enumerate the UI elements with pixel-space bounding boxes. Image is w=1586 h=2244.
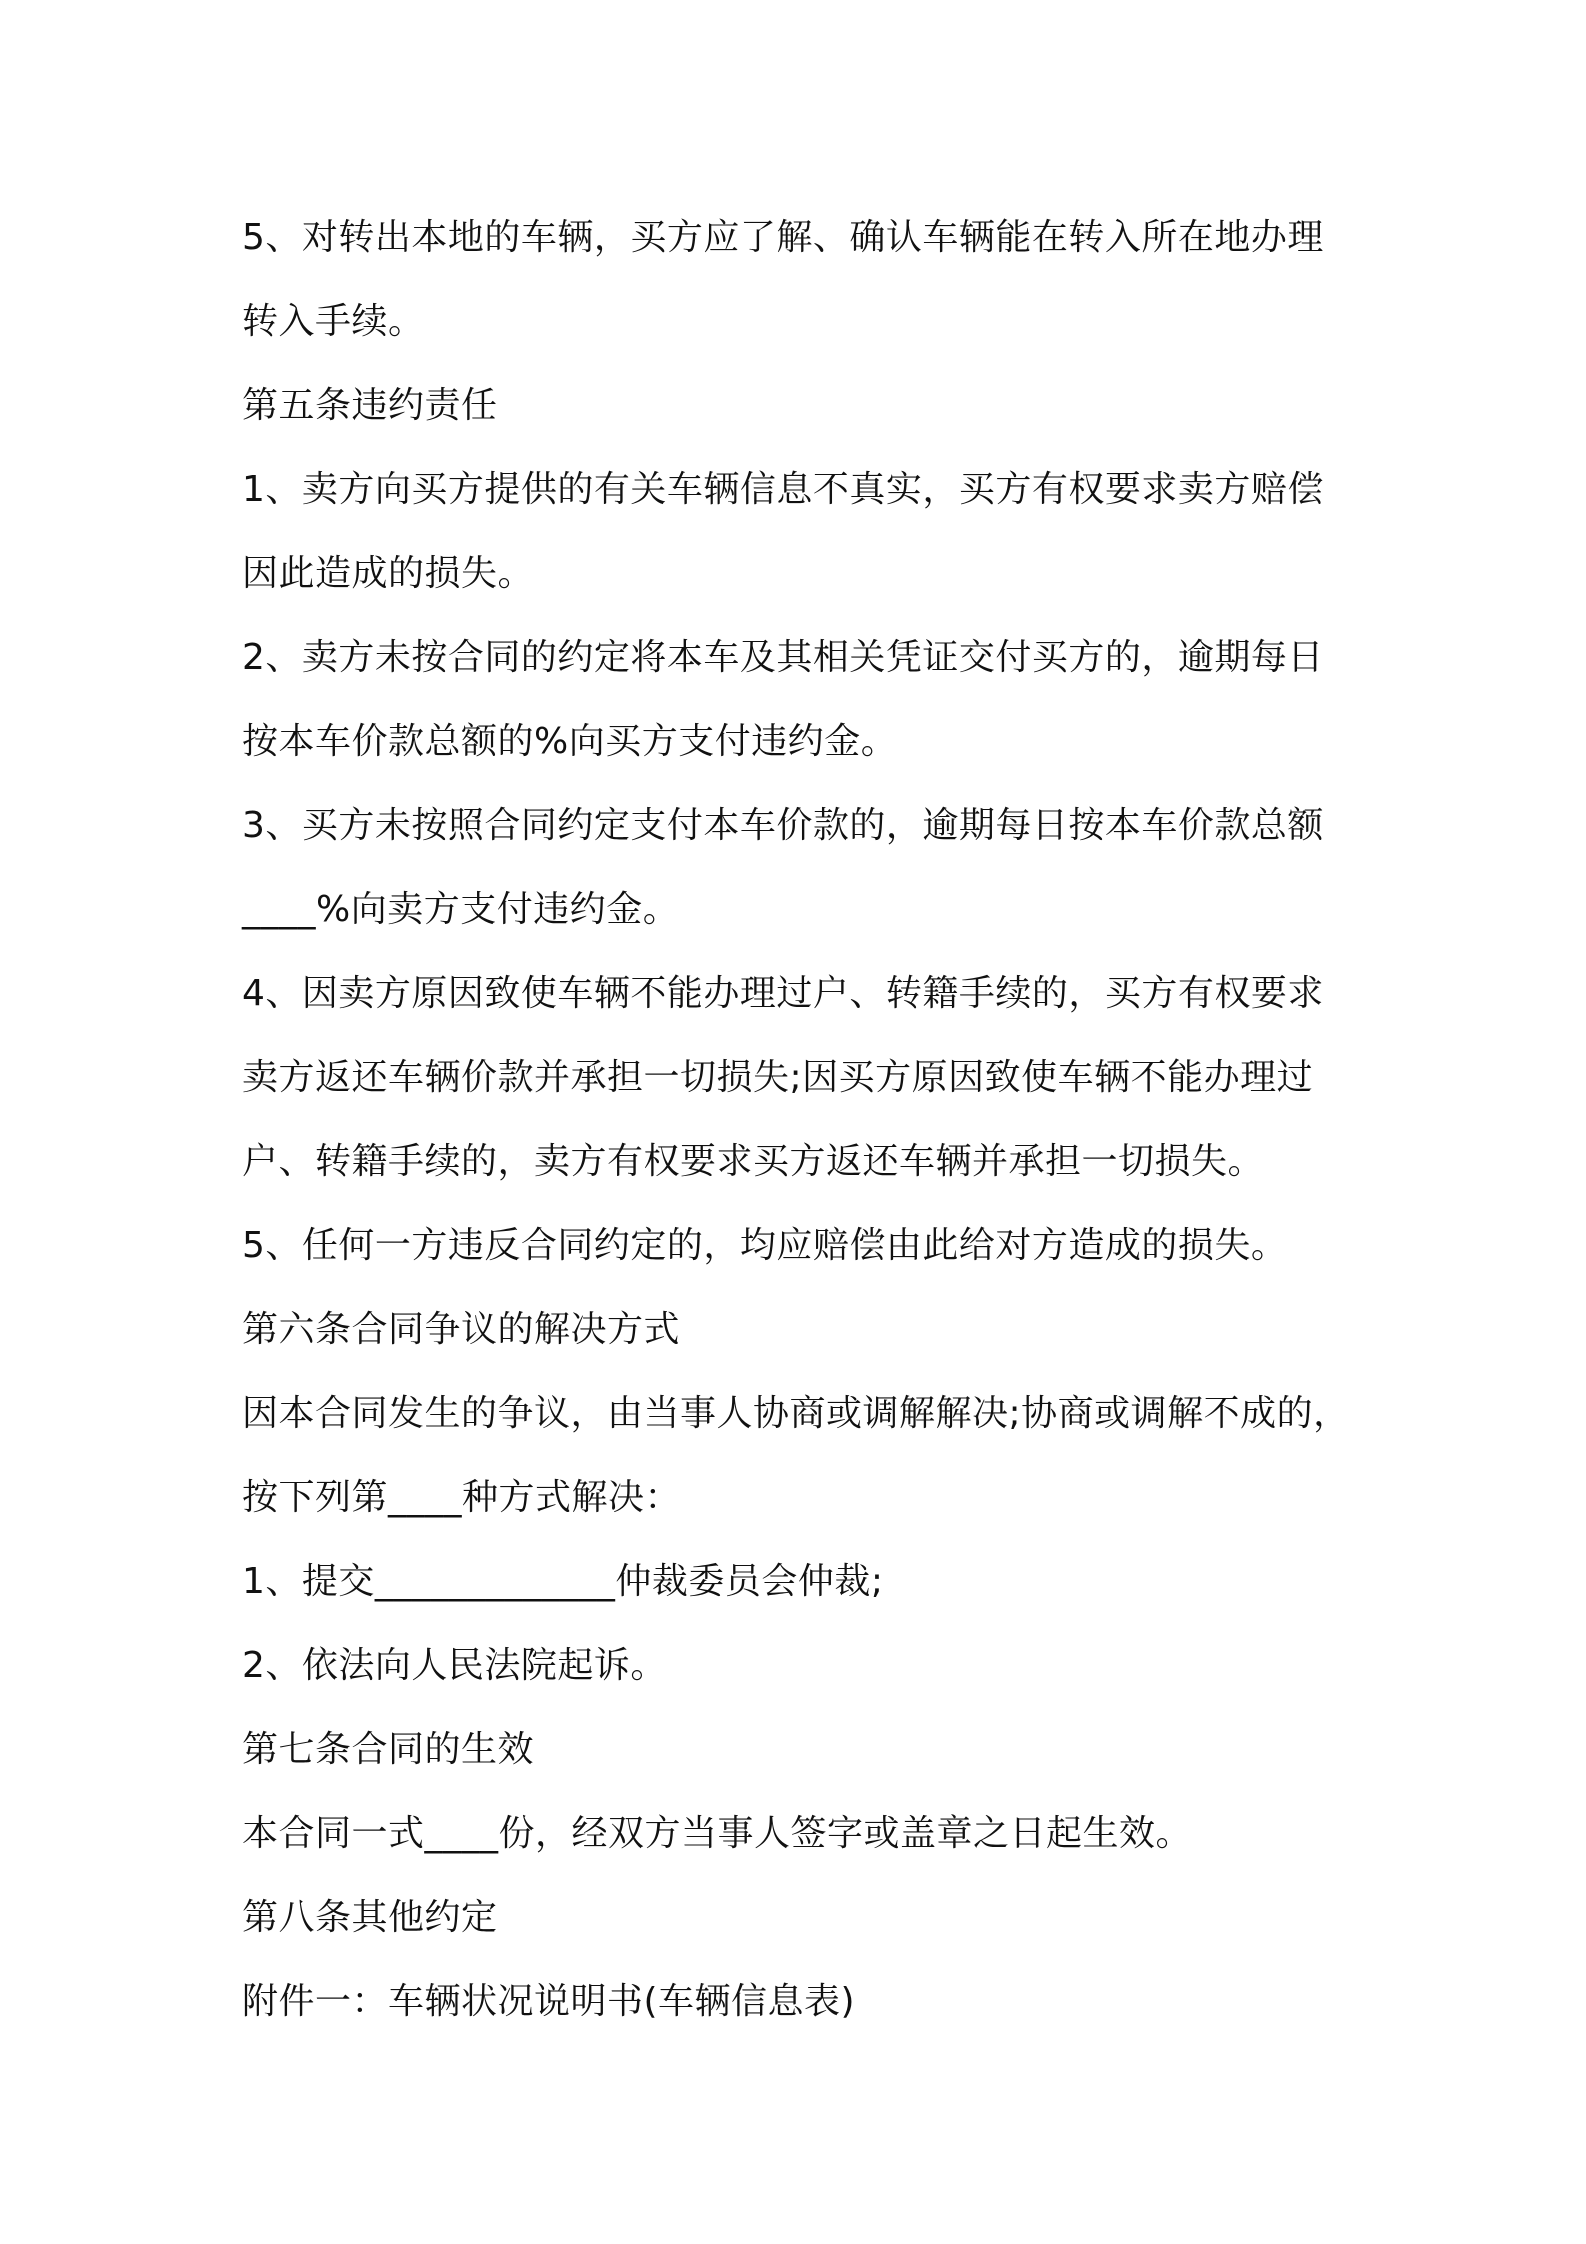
liability-item-2-line-1: 2、卖方未按合同的约定将本车及其相关凭证交付买方的，逾期每日 bbox=[242, 637, 1324, 678]
effectiveness-paragraph: 本合同一式____份，经双方当事人签字或盖章之日起生效。 bbox=[242, 1813, 1193, 1854]
dispute-paragraph-line-1: 因本合同发生的争议，由当事人协商或调解解决;协商或调解不成的， bbox=[242, 1393, 1350, 1434]
liability-item-4-line-1: 4、因卖方原因致使车辆不能办理过户、转籍手续的，买方有权要求 bbox=[242, 973, 1324, 1014]
liability-item-3-line-1: 3、买方未按照合同约定支付本车价款的，逾期每日按本车价款总额 bbox=[242, 805, 1324, 846]
dispute-option-2: 2、依法向人民法院起诉。 bbox=[242, 1645, 667, 1686]
liability-item-3-line-2: ____%向卖方支付违约金。 bbox=[242, 889, 680, 930]
liability-item-4-line-3: 户、转籍手续的，卖方有权要求买方返还车辆并承担一切损失。 bbox=[242, 1141, 1265, 1182]
liability-item-1-line-1: 1、卖方向买方提供的有关车辆信息不真实，买方有权要求卖方赔偿 bbox=[242, 469, 1324, 510]
article-8-heading: 第八条其他约定 bbox=[242, 1897, 498, 1938]
attachment-1-line: 附件一：车辆状况说明书(车辆信息表) bbox=[242, 1981, 856, 2022]
document-body bbox=[242, 196, 1372, 2044]
article-5-heading: 第五条违约责任 bbox=[242, 385, 498, 426]
liability-item-1-line-2: 因此造成的损失。 bbox=[242, 553, 535, 594]
liability-item-5: 5、任何一方违反合同约定的，均应赔偿由此给对方造成的损失。 bbox=[242, 1225, 1288, 1266]
clause-5-transfer-line-1: 5、对转出本地的车辆，买方应了解、确认车辆能在转入所在地办理 bbox=[242, 217, 1324, 258]
article-7-heading: 第七条合同的生效 bbox=[242, 1729, 535, 1770]
dispute-option-1: 1、提交_____________仲裁委员会仲裁; bbox=[242, 1561, 884, 1602]
liability-item-4-line-2: 卖方返还车辆价款并承担一切损失;因买方原因致使车辆不能办理过 bbox=[242, 1057, 1314, 1098]
clause-5-transfer-line-2: 转入手续。 bbox=[242, 301, 425, 342]
liability-item-2-line-2: 按本车价款总额的%向买方支付违约金。 bbox=[242, 721, 898, 762]
dispute-paragraph-line-2: 按下列第____种方式解决： bbox=[242, 1477, 682, 1518]
article-6-heading: 第六条合同争议的解决方式 bbox=[242, 1309, 681, 1350]
